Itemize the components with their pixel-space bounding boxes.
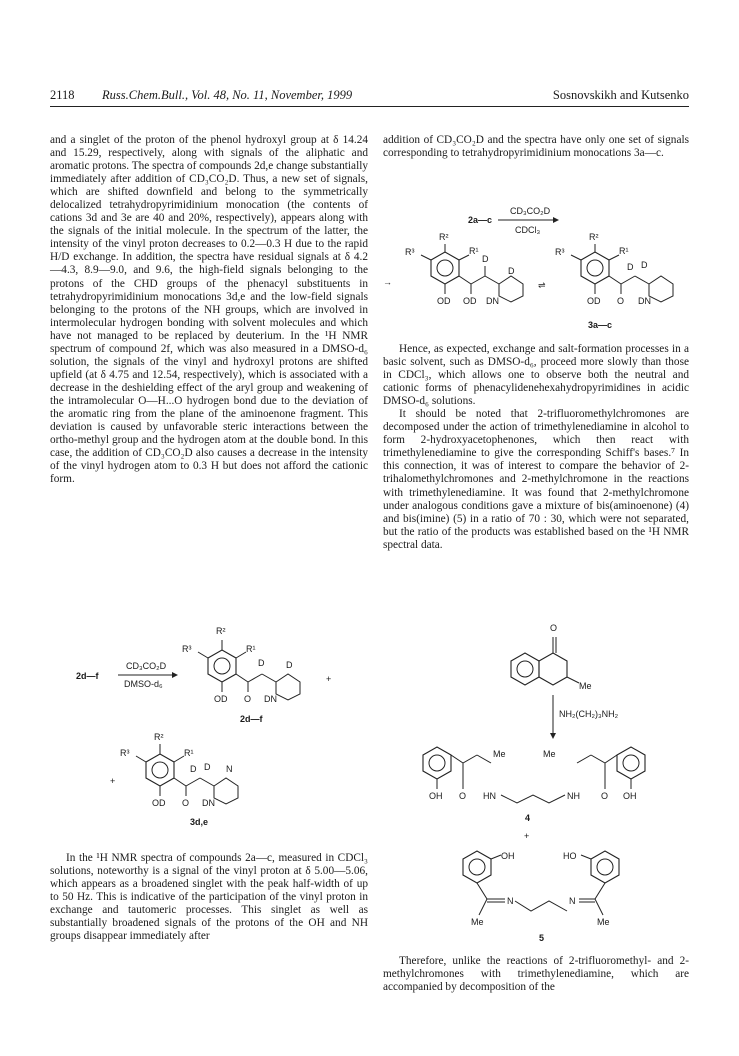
pyrimidine-ring xyxy=(276,674,300,700)
benzene-ring xyxy=(463,851,491,883)
svg-text:O: O xyxy=(601,791,609,801)
authors: Sosnovskikh and Kutsenko xyxy=(552,88,689,102)
right-column-bottom-text xyxy=(383,955,689,994)
r3-label: R³ xyxy=(405,247,415,257)
reactant-label: 2a—c xyxy=(468,215,493,225)
svg-text:HO: HO xyxy=(563,851,577,861)
svg-text:R²: R² xyxy=(154,732,164,742)
pyrimidine-ring xyxy=(214,778,238,804)
svg-text:R³: R³ xyxy=(555,247,565,257)
svg-text:R¹: R¹ xyxy=(619,246,629,256)
svg-text:Me: Me xyxy=(597,917,610,927)
svg-text:O: O xyxy=(244,694,252,704)
svg-text:R¹: R¹ xyxy=(184,748,194,758)
benzene-ring xyxy=(581,252,609,284)
svg-text:HN: HN xyxy=(483,791,496,801)
benzene-ring xyxy=(208,650,236,682)
paragraph: and a singlet of the proton of the phenol hydroxyl group at δ 14.24 and 15.29, respectively, along with signals of the aliphatic and aromatic protons. The spectra of compounds 2d,e change substantially immediately after addition of CD₃CO₂D. Thus, a new set of signals, which are shifted downfield and belong to the symmetrically delocalized tetrahydropyrimidinium monocation (the contents of cations 3d and 3e are 40 and 20%, respectively), appears along with the signals of the initial molecule. In the spectrum of the latter, the intensity of the vinyl proton decreases to 0.2—0.3 H due to the rapid H/D exchange. In addition, the spectra have residual signals at δ 4.2—4.3, 8.9—9.0, and 9.6, the high-field signals belonging to the protons of the CHD groups of the phenacyl substituents in tetrahydropyrimidinium monocations 3d,e and the low-field signals belonging to the protons of the NH groups, which are involved in intermolecular hydrogen bonding with solvent molecules and which have not managed to be replaced by deuterium. In the ¹H NMR spectrum of compound 2f, which was also measured in a DMSO-d₆ solution, the signals of the vinyl and hydroxyl protons are shifted upfield (at δ 4.75 and 12.54, respectively), which is associated with a decrease in the deshielding effect of the aryl group and weakening of the intramolecular O—H...O hydrogen bond due to the deviation of the aromatic ring from the plane of the aminoenone fragment. This deviation is caused by unfavorable steric interactions between the ortho-methyl group and the hydrogen atom at the double bond. In this case, the addition of CD₃CO₂D also causes a decrease in the intensity of the vinyl hydrogen atom to 0.3 H but does not afford the cationic form. xyxy=(50,134,368,486)
benzene-ring xyxy=(423,747,451,779)
reagent-top: CD₃CO₂D xyxy=(510,206,551,216)
scheme-1 xyxy=(383,188,689,338)
svg-text:DN: DN xyxy=(202,798,215,808)
reagent-top: CD₃CO₂D xyxy=(126,661,167,671)
benzene-ring xyxy=(617,747,645,779)
svg-text:D: D xyxy=(190,764,197,774)
svg-text:OH: OH xyxy=(429,791,443,801)
svg-text:N: N xyxy=(569,896,576,906)
svg-text:Me: Me xyxy=(579,681,592,691)
svg-text:Me: Me xyxy=(493,749,506,759)
od-label: OD xyxy=(437,296,451,306)
svg-text:+: + xyxy=(524,831,530,841)
scheme-2 xyxy=(50,622,368,844)
r1-label: R¹ xyxy=(469,246,479,256)
svg-text:R³: R³ xyxy=(120,748,130,758)
svg-text:D: D xyxy=(627,262,634,272)
r2-label: R² xyxy=(439,232,449,242)
paragraph: In the ¹H NMR spectra of compounds 2a—c, measured in CDCl₃ solutions, noteworthy is a signal of the vinyl proton at δ 5.00—5.06, which appears as a broadened singlet with the peak half-width of up to 50 Hz. This is indicative of the participation of the vinyl proton in exchange and tautomeric processes. This singlet as well as substantially broadened signals of the protons of the OH and NH groups disappear immediately after xyxy=(50,852,368,943)
product-label-1: 2d—f xyxy=(240,714,263,724)
svg-text:DN: DN xyxy=(638,296,651,306)
reagent-bottom: CDCl₃ xyxy=(515,225,541,235)
pyrimidine-ring xyxy=(499,276,523,302)
svg-text:R²: R² xyxy=(589,232,599,242)
pyrimidine-ring xyxy=(649,276,673,302)
svg-text:R¹: R¹ xyxy=(246,644,256,654)
svg-text:Me: Me xyxy=(543,749,556,759)
svg-text:O: O xyxy=(550,623,558,633)
journal-citation: Russ.Chem.Bull., Vol. 48, No. 11, November, 1999 xyxy=(102,88,353,102)
svg-text:OD: OD xyxy=(214,694,228,704)
svg-text:+: + xyxy=(110,776,116,786)
svg-text:R³: R³ xyxy=(182,644,192,654)
paragraph: Hence, as expected, exchange and salt-formation processes in a basic solvent, such as DMSO-d₆, proceed more slowly than those in CDCl₃, which allows one to observe both the neutral and cationic forms of phenacylidenehexahydropyrimidines in acidic DMSO-d₆ solutions. xyxy=(383,343,689,408)
paragraph: addition of CD₃CO₂D and the spectra have only one set of signals corresponding to tetrahydropyrimidinium monocations 3a—c. xyxy=(383,134,689,160)
benzene-ring xyxy=(146,754,174,786)
arrow-head xyxy=(553,217,559,223)
compound-label-5: 5 xyxy=(539,933,545,943)
svg-text:DN: DN xyxy=(264,694,277,704)
svg-text:D: D xyxy=(508,266,515,276)
right-column-top-text xyxy=(383,134,689,160)
svg-text:O: O xyxy=(459,791,467,801)
svg-text:NH: NH xyxy=(567,791,580,801)
right-column-text xyxy=(383,343,689,552)
svg-text:N: N xyxy=(226,764,233,774)
reagent-bottom: DMSO-d₆ xyxy=(124,679,163,689)
paragraph: Therefore, unlike the reactions of 2-trifluoromethyl- and 2-methylchromones with trimethylenediamine, which are accompanied by decomposition of the xyxy=(383,955,689,994)
equilibrium-symbol: ⇌ xyxy=(538,280,546,290)
product-label-2: 3d,e xyxy=(190,817,209,827)
left-column-bottom-text xyxy=(50,852,368,943)
svg-text:DN: DN xyxy=(486,296,499,306)
arrow-symbol: → xyxy=(383,277,392,287)
svg-text:D: D xyxy=(641,260,648,270)
svg-text:D: D xyxy=(482,254,489,264)
svg-text:OD: OD xyxy=(587,296,601,306)
svg-text:OH: OH xyxy=(623,791,637,801)
svg-text:D: D xyxy=(204,762,211,772)
svg-text:OH: OH xyxy=(501,851,515,861)
svg-text:+: + xyxy=(326,674,332,684)
svg-text:OD: OD xyxy=(152,798,166,808)
product-label: 3a—c xyxy=(588,320,613,330)
chromone-benzene-ring xyxy=(511,653,539,685)
left-column-text xyxy=(50,134,368,486)
svg-text:D: D xyxy=(286,660,293,670)
paragraph: It should be noted that 2-trifluoromethylchromones are decomposed under the action of trimethylenediamine in alcohol to form 2-hydroxyacetophenones, which then react with trimethylenediamine to give the corresponding Schiff's bases.⁷ In this connection, it was of interest to compare the behavior of 2-trihalomethylchromones and 2-methylchromone in the reactions with trimethylenediamine. It was found that 2-methylchromone under analogous conditions gave a mixture of bis(aminoenone) (4) and bis(imine) (5) in a ratio of 70 : 30, which were not separated, but the ratio of the products was established based on the ¹H NMR spectral data. xyxy=(383,408,689,551)
svg-text:N: N xyxy=(507,896,514,906)
pyranone-ring xyxy=(539,653,567,685)
page-number: 2118 xyxy=(50,88,75,102)
svg-text:Me: Me xyxy=(471,917,484,927)
benzene-ring xyxy=(431,252,459,284)
scheme-3 xyxy=(383,615,689,950)
compound-label-4: 4 xyxy=(525,813,531,823)
svg-text:O: O xyxy=(182,798,190,808)
running-header xyxy=(50,88,689,107)
reactant-label: 2d—f xyxy=(76,671,99,681)
svg-text:D: D xyxy=(258,658,265,668)
svg-text:OD: OD xyxy=(463,296,477,306)
svg-text:R²: R² xyxy=(216,626,226,636)
benzene-ring xyxy=(591,851,619,883)
svg-text:O: O xyxy=(617,296,625,306)
reagent-label: NH₂(CH₂)₃NH₂ xyxy=(559,709,619,719)
